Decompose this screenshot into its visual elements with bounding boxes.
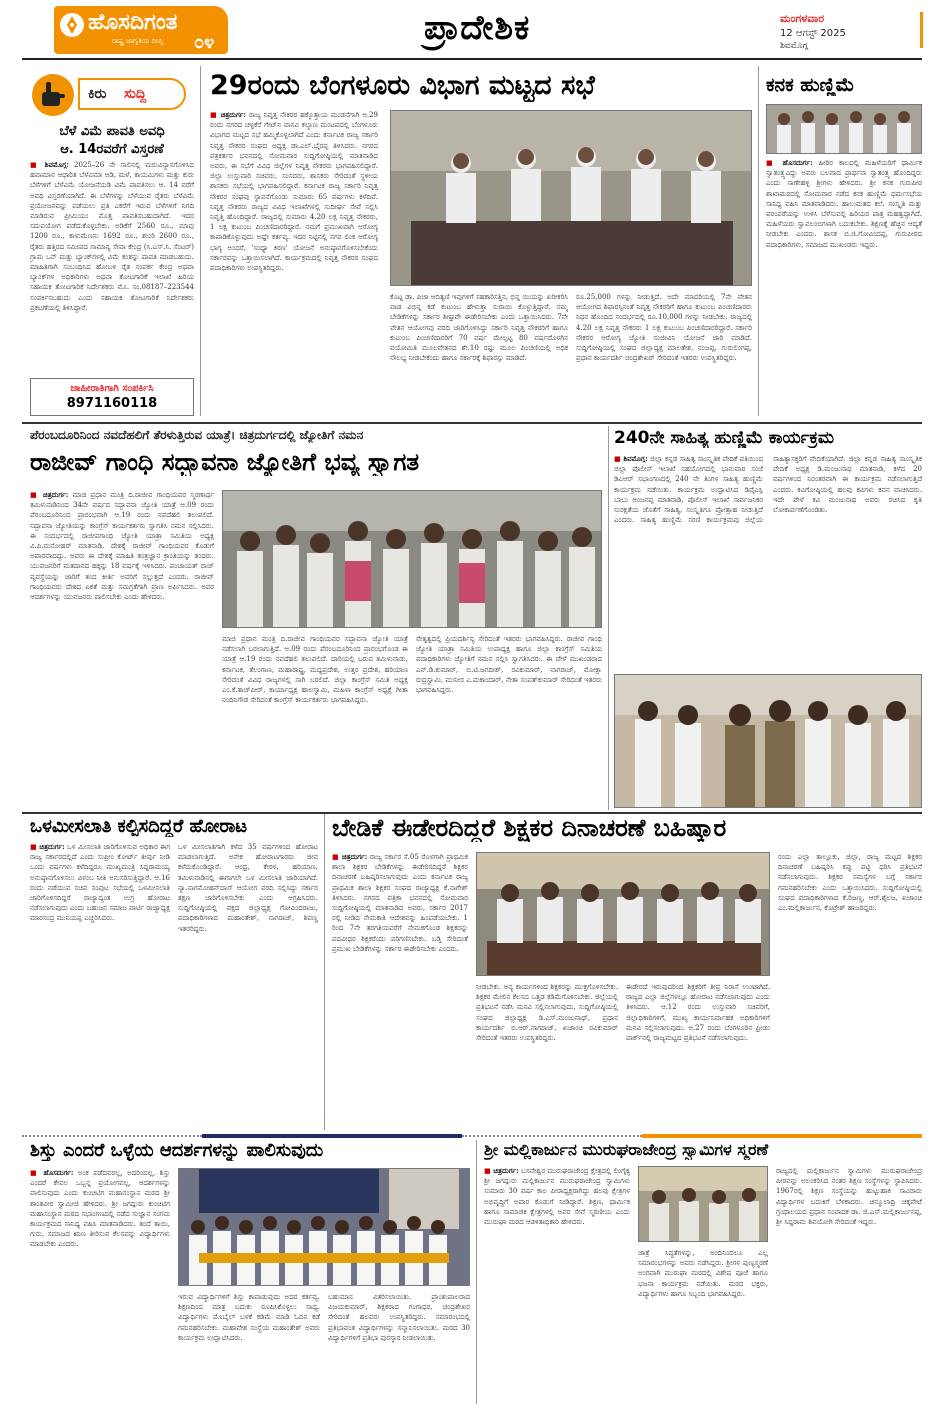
kanaka-dateline: ಹೊಸದುರ್ಗ:: [782, 158, 813, 167]
meeting-dateline: ಚಿತ್ರದುರ್ಗ:: [220, 110, 246, 119]
swamiji-col3: ರಾಜ್ಯದಲ್ಲಿ ಮಲ್ಲಿಕಾರ್ಜುನ ಸ್ವಾಮಿಗಳು ಮುರುಘರಾಜೇಂದ್ರ ಪೀಠವನ್ನು ಅಲಂಕರಿಸಿದ ನಂತರ ಶಿಕ್ಷಣ ಸಂಸ್ಥೆಗಳನ್ನು ಸ್ಥಾಪಿಸಿದರು. 1967ರಲ್ಲಿ ಶಿಕ್ಷಣ ಸಂಸ್ಥೆಯನ್ನು ಹುಟ್ಟುಹಾಕಿ ಸಾವಿರಾರು ವಿದ್ಯಾರ್ಥಿಗಳ ಬದುಕಿಗೆ ಬೆಳಕಾದರು. ಚಿನ್ಮೂಲಾದ್ರಿ ಚಿಕ್ಕಪೇಟೆ ಗ್ರಂಥಾಲಯದ ಪ್ರಧಾನ ಸಂಪಾದಕ ಡಾ. ಜಿ.ಎನ್.ಮಲ್ಲಿಕಾರ್ಜುನಪ್ಪ, ಶ್ರೀ ಸಿದ್ದರಾಮ ಶಿವಯೋಗಿ ಸೇರಿದಂತೆ ಇದ್ದರು.: [776, 1167, 922, 1227]
strip-mid-dotted: [462, 1135, 642, 1137]
reservation-dateline: ಚಿತ್ರದುರ್ಗ:: [39, 842, 65, 851]
meeting-headline: 29ರಂದು ಬೆಂಗಳೂರು ವಿಭಾಗ ಮಟ್ಟದ ಸಭೆ: [210, 70, 595, 101]
paper-logo-box[interactable]: [54, 6, 228, 54]
masthead-rule: [22, 58, 922, 60]
reservation-col2: ಒಳ ಮೀಸಲಾತಿಗಾಗಿ ಕಳೆದ 35 ವರ್ಷಗಳಿಂದ ಹೋರಾಟ ಮಾಡಲಾಗುತ್ತಿದೆ. ಅನೇಕ ಹೋರಾಟಗಾರರು ಜೀವ ಕಳೆದುಕೊಂಡಿದ್ದಾರೆ. ಆಂಧ್ರ, ಕೇರಳ, ಹರಿಯಾಣ, ತಮಿಳುನಾಡಿನಲ್ಲಿ ಈಗಾಗಲೇ ಒಳ ಮೀಸಲಾತಿ ಜಾರಿಯಾಗಿದೆ. ನ್ಯಾ.ನಾಗಮೋಹನ್‌ದಾಸ್ ಆಯೋಗ ವರದಿ ಸಲ್ಲಿಸಿದ್ದು ಸರ್ಕಾರ ತಕ್ಷಣ ಜಾರಿಗೊಳಿಸಬೇಕು ಎಂದು ಆಗ್ರಹಿಸಿದರು. ಸುದ್ದಿಗೋಷ್ಠಿಯಲ್ಲಿ ಪಕ್ಷದ ಜಿಲ್ಲಾಧ್ಯಕ್ಷ ಗೋವಿಂದರಾಜು, ಪದಾಧಿಕಾರಿಗಳಾದ ಮಹಾಂತೇಶ್, ನಾಗರಾಜ್, ಶಿವಣ್ಣ ಇತರರಿದ್ದರು.: [178, 843, 318, 933]
ad-contact-phone: 8971160118: [66, 396, 158, 411]
col-rule: [200, 66, 201, 416]
teachers-dateline: ಚಿತ್ರದುರ್ಗ:: [341, 852, 368, 861]
jyothi-headline: ರಾಜೀವ್ ಗಾಂಧಿ ಸದ್ಭಾವನಾ ಜ್ಯೋತಿಗೆ ಭವ್ಯ ಸ್ವಾಗತ: [30, 448, 420, 476]
meeting-col3: ರೂ.25,000 ಗಳನ್ನು ನೀಡುತ್ತಿದೆ. ಅದೇ ಮಾದರಿಯಲ್ಲಿ 7ನೇ ವೇತನ ಆಯೋಗದ ಶಿಫಾರಸ್ಸಿನಂತೆ ನಿವೃತ್ತ ನೌಕರರಿಗೆ ಹಾಗೂ ಕುಟುಂಬ ಪಿಂಚಣಿದಾರರು ನಿಧನ ಹೊಂದಿದ ಸಂದರ್ಭದಲ್ಲಿ ರೂ.10,000 ಗಳನ್ನು ನೀಡಬೇಕು. ರಾಜ್ಯದಲ್ಲಿ 4.20 ಲಕ್ಷ ನಿವೃತ್ತ ನೌಕರರು 1 ಲಕ್ಷ ಕುಟುಂಬ ಪಿಂಚಣಿದಾರರಿದ್ದಾರೆ. ಸರ್ಕಾರಿ ನೌಕರರ ಆರೋಗ್ಯ ಜ್ಯೋತಿ ಸಂಜೀವಿನಿ ಯೋಜನೆ ಜಾರಿ ಮಾಡಿದೆ. ಸುದ್ದಿಗೋಷ್ಠಿಯಲ್ಲಿ ಸಂಘದ ಜಿಲ್ಲಾಧ್ಯಕ್ಷ ಮಾಲತೇಶ, ನಂಜಪ್ಪ, ಗುರುಲಿಂಗಪ್ಪ, ಪ್ರಧಾನ ಕಾರ್ಯದರ್ಶಿ ಚಂದ್ರಶೇಖರ್ ಸೇರಿದಂತೆ ಇತರರು ಉಪಸ್ಥಿತರಿದ್ದರು.: [576, 293, 752, 363]
ad-contact-box[interactable]: [30, 378, 194, 416]
teachers-col2: ನೀಡಬೇಕು. ಅನ್ಯ ಕಾರ್ಯಗಳಿಂದ ಶಿಕ್ಷಕರನ್ನು ಮುಕ್ತಗೊಳಿಸಬೇಕು. ಶಿಕ್ಷಕರ ಮೇಲಿನ ಕೆಲಸದ ಒತ್ತಡ ಕಡಿಮೆಗೊಳಿಸಬೇಕು. ಜಿಲ್ಲೆಯಲ್ಲಿ ಪ್ರತಿಭಟನೆ ನಡೆಸಿ ಮನವಿ ಸಲ್ಲಿಸಲಾಗುವುದು. ಸುದ್ದಿಗೋಷ್ಠಿಯಲ್ಲಿ ಸಂಘದ ಜಿಲ್ಲಾಧ್ಯಕ್ಷ ಡಿ.ಎಸ್.ಮಂಜುನಾಥ್, ಪ್ರಧಾನ ಕಾರ್ಯದರ್ಶಿ ಬಿ.ಆರ್.ನಾಗರಾಜ್, ಖಜಾಂಚಿ ರವಿಕುಮಾರ್ ಸೇರಿದಂತೆ ಇತರರು ಉಪಸ್ಥಿತರಿದ್ದರು.: [476, 983, 618, 1043]
sahitya-body-text: ಜಿಲ್ಲಾ ಕನ್ನಡ ಸಾಹಿತ್ಯ ಸಾಂಸ್ಕೃತಿಕ ವೇದಿಕೆ ವತಿಯಿಂದ ಜಿಲ್ಲಾ ಪೊಲೀಸ್ ಇಲಾಖೆ ಸಹಯೋಗದಲ್ಲಿ ಭಾನುವಾರ ಸಂಜೆ ಡಿಎಆರ್ ಸಭಾಂಗಣದಲ್ಲಿ 240 ನೇ ತಿಂಗಳ ಸಾಹಿತ್ಯ ಹುಣ್ಣಿಮೆ ಕಾರ್ಯಕ್ರಮ ನಡೆಯಿತು. ಕಾರ್ಯಕ್ರಮ ಉದ್ಘಾಟಿಸಿದ ಡಿವೈಎಸ್ಪಿ ಬಾಬು ಆಂಜನಪ್ಪ ಮಾತನಾಡಿ, ಪೊಲೀಸ್ ಇಲಾಖೆ ಸಾರ್ವಜನಿಕರ ಸುರಕ್ಷತೆಯ ಜೊತೆಗೆ ಸಾಹಿತ್ಯ, ಸಂಸ್ಕೃತಿಗೂ ಪ್ರೋತ್ಸಾಹ ನೀಡುತ್ತಿದೆ ಎಂದರು. ಸಾಹಿತ್ಯ ಹುಣ್ಣಿಮೆ ಸರಣಿ ಕಾರ್ಯಕ್ರಮವು ಜಿಲ್ಲೆಯ ಸಾಹಿತ್ಯಾಸಕ್ತರಿಗೆ ವೇದಿಕೆಯಾಗಿದೆ. ಜಿಲ್ಲಾ ಕನ್ನಡ ಸಾಹಿತ್ಯ ಸಾಂಸ್ಕೃತಿಕ ವೇದಿಕೆ ಅಧ್ಯಕ್ಷ ಡಿ.ಮಂಜುನಾಥ ಮಾತನಾಡಿ, ಕಳೆದ 20 ವರ್ಷಗಳಿಂದ ನಿರಂತರವಾಗಿ ಈ ಕಾರ್ಯಕ್ರಮ ನಡೆಸಲಾಗುತ್ತಿದೆ ಎಂದರು. ಕವಿಗೋಷ್ಠಿಯಲ್ಲಿ ಹಲವು ಕವಿಗಳು ಕವನ ವಾಚಿಸಿದರು. ಇದೇ ವೇಳೆ ಕವಿ ಮಂಜುನಾಥ ಅವರು ರಚಿಸಿದ ಕೃತಿ ಲೋಕಾರ್ಪಣೆಗೊಂಡಿತು.: [614, 455, 922, 525]
sahitya-body: ■ ಶಿವಮೊಗ್ಗ: ಜಿಲ್ಲಾ ಕನ್ನಡ ಸಾಹಿತ್ಯ ಸಾಂಸ್ಕೃತಿಕ ವೇದಿಕೆ ವತಿಯಿಂದ ಜಿಲ್ಲಾ ಪೊಲೀಸ್ ಇಲಾಖೆ ಸಹಯೋಗದಲ್ಲಿ ಭಾನುವಾರ ಸಂಜೆ ಡಿಎಆರ್ ಸಭಾಂಗಣದಲ್ಲಿ 240 ನೇ ತಿಂಗಳ ಸಾಹಿತ್ಯ ಹುಣ್ಣಿಮೆ ಕಾರ್ಯಕ್ರಮ ನಡೆಯಿತು. ಕಾರ್ಯಕ್ರಮ ಉದ್ಘಾಟಿಸಿದ ಡಿವೈಎಸ್ಪಿ ಬಾಬು ಆಂಜನಪ್ಪ ಮಾತನಾಡಿ, ಪೊಲೀಸ್ ಇಲಾಖೆ ಸಾರ್ವಜನಿಕರ ಸುರಕ್ಷತೆಯ ಜೊತೆಗೆ ಸಾಹಿತ್ಯ, ಸಂಸ್ಕೃತಿಗೂ ಪ್ರೋತ್ಸಾಹ ನೀಡುತ್ತಿದೆ ಎಂದರು. ಸಾಹಿತ್ಯ ಹುಣ್ಣಿಮೆ ಸರಣಿ ಕಾರ್ಯಕ್ರಮವು ಜಿಲ್ಲೆಯ ಸಾಹಿತ್ಯಾಸಕ್ತರಿಗೆ ವೇದಿಕೆಯಾಗಿದೆ. ಜಿಲ್ಲಾ ಕನ್ನಡ ಸಾಹಿತ್ಯ ಸಾಂಸ್ಕೃತಿಕ ವೇದಿಕೆ ಅಧ್ಯಕ್ಷ ಡಿ.ಮಂಜುನಾಥ ಮಾತನಾಡಿ, ಕಳೆದ 20 ವರ್ಷಗಳಿಂದ ನಿರಂತರವಾಗಿ ಈ ಕಾರ್ಯಕ್ರಮ ನಡೆಸಲಾಗುತ್ತಿದೆ ಎಂದರು. ಕವಿಗೋಷ್ಠಿಯಲ್ಲಿ ಹಲವು ಕವಿಗಳು ಕವನ ವಾಚಿಸಿದರು. ಇದೇ ವೇಳೆ ಕವಿ ಮಂಜುನಾಥ ಅವರು ರಚಿಸಿದ ಕೃತಿ ಲೋಕಾರ್ಪಣೆಗೊಂಡಿತು.: [614, 454, 922, 525]
discipline-photo: [178, 1168, 470, 1286]
teachers-col1-text: ರಾಜ್ಯ ಸರ್ಕಾರ ಸೆ.05 ರೊಳಗಾಗಿ ಪ್ರಾಥಮಿಕ ಶಾಲಾ ಶಿಕ್ಷಕರ ಬೇಡಿಕೆಗಳನ್ನು ಈಡೇರಿಸದಿದ್ದರೆ ಶಿಕ್ಷಕರ ದಿನಾಚರಣೆ ಬಹಿಷ್ಕರಿಸಲಾಗುವುದು ಎಂದು ಕರ್ನಾಟಕ ರಾಜ್ಯ ಪ್ರಾಥಮಿಕ ಶಾಲಾ ಶಿಕ್ಷಕರ ಸಂಘದ ರಾಜ್ಯಾಧ್ಯಕ್ಷ ಕೆ.ನಾಗೇಶ್ ತಿಳಿಸಿದರು. ನಗರದ ಪತ್ರಿಕಾ ಭವನದಲ್ಲಿ ಸೋಮವಾರ ಸುದ್ದಿಗೋಷ್ಠಿಯಲ್ಲಿ ಮಾತನಾಡಿದ ಅವರು, ಸರ್ಕಾರ 2017 ರಲ್ಲಿ ನೀಡಿದ ನೇಮಕಾತಿ ಆದೇಶವನ್ನು ಹಿಂಪಡೆಯಬೇಕು. 1 ರಿಂದ 7ನೇ ತರಗತಿಯವರೆಗೆ ನೇಮಕಗೊಂಡ ಶಿಕ್ಷಕರನ್ನು ಪದವೀಧರ ಶಿಕ್ಷಕರೆಂದು ಪರಿಗಣಿಸಬೇಕು. ಬಡ್ತಿ ಸೇರಿದಂತೆ ಪ್ರಮುಖ ಬೇಡಿಕೆಗಳನ್ನು ಸರ್ಕಾರ ಈಡೇರಿಸಬೇಕು ಎಂದರು.: [332, 853, 468, 953]
section-rule: [22, 422, 922, 424]
meeting-col1: ■ ಚಿತ್ರದುರ್ಗ: ರಾಜ್ಯ ನಿವೃತ್ತ ನೌಕರರ ಹಕ್ಕೊತ್ತಾಯ ಮಂಡನೆಗಾಗಿ ಆ.29 ರಂದು ನಗರದ ಚಳ್ಳಕೆರೆ ಗೇಟ್‌ನ ವಾಸವಿ ಕಲ್ಯಾಣ ಮಂಟಪದಲ್ಲಿ ಬೆಂಗಳೂರು ವಿಭಾಗದ ಮಟ್ಟದ ಸಭೆ ಹಮ್ಮಿಕೊಳ್ಳಲಾಗಿದೆ ಎಂದು ಕರ್ನಾಟಕ ರಾಜ್ಯ ಸರ್ಕಾರಿ ನಿವೃತ್ತ ನೌಕರರ ಸಂಘದ ಅಧ್ಯಕ್ಷ ಡಾ.ಎಲ್.ಭೈರಪ್ಪ ತಿಳಿಸಿದರು. ನಗರದ ಪತ್ರಕರ್ತರ ಭವನದಲ್ಲಿ ಸೋಮವಾರ ಸುದ್ದಿಗೋಷ್ಠಿಯಲ್ಲಿ ಮಾತನಾಡಿದ ಅವರು, ಈ ಸಭೆಗೆ ವಿವಿಧ ಜಿಲ್ಲೆಗಳ ನಿವೃತ್ತ ನೌಕರರು ಭಾಗವಹಿಸಲಿದ್ದಾರೆ. ಜಿಲ್ಲಾ ಉಸ್ತುವಾರಿ ಸಚಿವರು, ಸಂಸದರು, ಶಾಸಕರು ಸೇರಿದಂತೆ ಸ್ಥಳೀಯ ಶಾಸಕರು ಸಭೆಯಲ್ಲಿ ಭಾಗವಹಿಸಲಿದ್ದಾರೆ. ಕರ್ನಾಟಕ ರಾಜ್ಯ ಸರ್ಕಾರಿ ನಿವೃತ್ತ ನೌಕರರ ಸಂಘವು ಸ್ಥಾಪನೆಗೊಂಡು ಸುಮಾರು 65 ವರ್ಷಗಳು ಕಳೆದಿವೆ. ನಿವೃತ್ತ ನೌಕರರು ರಾಜ್ಯದ ವಿವಿಧ ಇಲಾಖೆಗಳಲ್ಲಿ ಸುದೀರ್ಘ ಸೇವೆ ಸಲ್ಲಿಸಿ ನಿವೃತ್ತಿ ಹೊಂದಿದ್ದಾರೆ. ರಾಜ್ಯದಲ್ಲಿ ಸುಮಾರು 4.20 ಲಕ್ಷ ನಿವೃತ್ತ ನೌಕರರು, 1 ಲಕ್ಷ ಕುಟುಂಬ ಪಿಂಚಣಿದಾರರಿದ್ದಾರೆ. ನಮಗೆ ಪ್ರಮುಖವಾಗಿ ಆರೋಗ್ಯ ಕಾಪಾಡಿಕೊಳ್ಳುವುದು ಅಷ್ಟೇ ಕರ್ತವ್ಯ. ಇದರ ನಿಟ್ಟಿನಲ್ಲಿ ನಗರ ಲಿಂಕ ಆರೋಗ್ಯ ಭಾಗ್ಯ ಅಂದರೆ, 'ಸಂಧ್ಯಾ ಕಿರಣ' ಯೋಜನೆ ಅನುಷ್ಠಾನಗೊಳಿಸಬೇಕೆಂದು ಸರ್ಕಾರವನ್ನು ಒತ್ತಾಯಿಸಲಾಗಿದೆ. ಕಾರ್ಯಕ್ರಮದಲ್ಲಿ ನಿವೃತ್ತ ನೌಕರರ ಸಂಘದ ಪದಾಧಿಕಾರಿಗಳು ಉಪಸ್ಥಿತರಿದ್ದರು.: [210, 110, 378, 273]
kanaka-body: ■ ಹೊಸದುರ್ಗ: ಹೀರಿರ ಕಾಲದಲ್ಲಿ ಮಹಿಳೆಯರಿಗೆ ಧಾರ್ಮಿಕ ಸ್ವಾತಂತ್ರ್ಯವಿದ್ದು ಅವರು ಬಲವಾದ ಪ್ರಾರ್ಥನಾ ಸ್ವಾತಂತ್ರ್ಯ ಹೊಂದಿದ್ದರು ಎಂದು ಸಾಣೇಹಳ್ಳಿ ಶ್ರೀಗಳು ಹೇಳಿದರು. ಶ್ರೀ ಕನಕ ಗುರುಪೀಠ ಶಾಖಾಮಠದಲ್ಲಿ ಸೋಮವಾರ ನಡೆದ ಕನಕ ಹುಣ್ಣಿಮೆ ಧರ್ಮಸಭೆಯ ಸಾನಿಧ್ಯ ವಹಿಸಿ ಮಾತನಾಡಿದರು. ಹಾಲುಮತದ ಕಲೆ, ಸಂಸ್ಕೃತಿ ಮತ್ತು ಪರಂಪರೆಯನ್ನು ಉಳಿಸಿ ಬೆಳೆಸುವಲ್ಲಿ ಹಿರಿಯರ ಪಾತ್ರ ಮಹತ್ವದ್ದಾಗಿದೆ. ಮಹಿಳೆಯರು ಸ್ವಾವಲಂಬಿಗಳಾಗಿ ಬದುಕಬೇಕು. ಶಿಕ್ಷಣಕ್ಕೆ ಹೆಚ್ಚಿನ ಆದ್ಯತೆ ನೀಡಬೇಕು ಎಂದರು. ಶಾಸಕ ಬಿ.ಜಿ.ಗೋವಿಂದಪ್ಪ, ಗುರುಪೀಠದ ಪದಾಧಿಕಾರಿಗಳು, ಸಮಾಜದ ಮುಖಂಡರು ಇದ್ದರು.: [766, 158, 922, 249]
jyothi-col1-text: ಮಾಜಿ ಪ್ರಧಾನ ಮಂತ್ರಿ ದಿ.ರಾಜೀವ ಗಾಂಧಿಯವರ ಸ್ಮರಣಾರ್ಥ ತಮಿಳುನಾಡಿನಿಂದ 34ನೇ ವರ್ಷದ ಸದ್ಭಾವನಾ ಜ್ಯೋತಿ ಯಾತ್ರೆ ಆ.09 ರಂದು ಪೆರಂಬದೂರಿನಿಂದ ಪ್ರಾರಂಭವಾಗಿ ಆ.19 ರಂದು ನವದೆಹಲಿ ತಲುಪಲಿದೆ. ಸದ್ಭಾವನಾ ಜ್ಯೋತಿಯನ್ನು ಕಾಂಗ್ರೆಸ್ ಕಾರ್ಯಕರ್ತರು ಸ್ವಾಗತಿಸಿ ನಮನ ಸಲ್ಲಿಸಿದರು. ಈ ಸಂದರ್ಭದಲ್ಲಿ ರಾಜೀವಗಾಂಧಿ ಜ್ಯೋತಿ ಯಾತ್ರಾ ಸಮಿತಿಯ ಅಧ್ಯಕ್ಷ ವಿ.ಪಿ.ಮನೋಹರ್ ಮಾತನಾಡಿ, ದೇಶಕ್ಕೆ ರಾಜೀವ್ ಗಾಂಧಿಯವರ ಕೊಡುಗೆ ಅಪಾರವಾದದ್ದು. ಅವರು ಈ ದೇಶಕ್ಕೆ ಮಾಹಿತಿ ತಂತ್ರಜ್ಞಾನ ಕ್ರಾಂತಿಯನ್ನು ತಂದರು. ಯುವಜನರಿಗೆ ಮತದಾನದ ಹಕ್ಕನ್ನು 18 ವರ್ಷಕ್ಕೆ ಇಳಿಸಿದರು. ಪಂಚಾಯತ್ ರಾಜ್ ವ್ಯವಸ್ಥೆಯನ್ನು ಜಾರಿಗೆ ತಂದ ಕೀರ್ತಿ ಅವರಿಗೆ ಸಲ್ಲುತ್ತದೆ ಎಂದರು. ರಾಜೀವ್ ಗಾಂಧಿಯವರು ದೇಶದ ಏಕತೆ ಮತ್ತು ಸಮಗ್ರತೆಗಾಗಿ ಪ್ರಾಣ ಅರ್ಪಿಸಿದರು. ಅವರ ಆದರ್ಶಗಳನ್ನು ಯುವಜನರು ಪಾಲಿಸಬೇಕು ಎಂದು ಹೇಳಿದರು.: [30, 491, 214, 602]
kiru-body: ■ ಶಿವಮೊಗ್ಗ: 2025–26 ನೇ ಸಾಲಿನಲ್ಲಿ ಮರುವಿನ್ಯಾಸಗೊಳಿಸಿದ ಹವಾಮಾನ ಆಧಾರಿತ ಬೆಳೆವಿಮಾ ಅಡಿ, ಮಳೆ, ಕಾಯಮಿಗಳು ಮತ್ತು ಕುರು ಬೆಳೆಗಳಿಗೆ ಬೆಳೆವಿಮೆ ಯೋಜನೆಯಡಿ ವಿಮೆ ಪಾವತಿಸಲು ಆ. 14 ವರೆಗೆ ಅವಧಿ ವಿಸ್ತರಣೆಯಾಗಿದೆ. ಈ ಬೆಳೆಗಳನ್ನು ಬೆಳೆಯುವ ರೈತರು ಬೆಳೆವಿಮೆ ಪ್ರಯೋಜನವನ್ನು ಪಡೆಯಲು ಪ್ರತಿ ಎಕರೆಗೆ ಇರುವ ಬೆಳೆಗಳಿಗೆ ನಿಗದಿ ಮಾಡಿರುವ ಪ್ರೀಮಿಯಂ ಮೊತ್ತ ಪಾವತಿಸಬಹುದಾಗಿದೆ. ಇದರ ಸದುಪಯೋಗ ಪಡೆದುಕೊಳ್ಳಬೇಕು. ಅಡಿಕೆಗೆ 2560 ರೂ., ಮಾವು 1200 ರೂ., ಕಾಳುಮೆಣಸು 1692 ರೂ., ಶುಂಠಿ 2600 ರೂ., ರೈತರು ಹತ್ತಿರದ ಸಮೀಪದ ಸಾಮಾನ್ಯ ಸೇವಾ ಕೇಂದ್ರ (ಸಿ.ಎಸ್.ಸಿ. ಸೆಂಟರ್) ಗ್ರಾಮ ಒನ್ ಮತ್ತು ಬ್ಯಾಂಕ್‌ಗಳಲ್ಲಿ ವಿಮೆ ಕಂತನ್ನು ಪಾವತಿ ಮಾಡಬಹುದು. ಮಾಹಿತಿಗಾಗಿ ಸಂಬಂಧಿಸಿದ ಹೋಬಳಿ ರೈತ ಸಂಪರ್ಕ ಕೇಂದ್ರ ಅಥವಾ ಬ್ಯಾಂಕ್‌ಗಳ ಅಧಿಕಾರಿಗಳು ಅಥವಾ ತೋಟಗಾರಿಕೆ ಇಲಾಖೆ ಹಿರಿಯ ಸಹಾಯಕ ತೋಟಗಾರಿಕೆ ನಿರ್ದೇಶಕರು ಮೊ. ಸಂ.08187–223544 ಸಂಪರ್ಕಿಸಬಹುದು ಎಂದು ಸಹಾಯಕ ತೋಟಗಾರಿಕೆ ನಿರ್ದೇಶಕರು ಪ್ರಕಟಣೆಯಲ್ಲಿ ತಿಳಿಸಿದ್ದಾರೆ.: [30, 160, 194, 312]
jyothi-dateline: ಚಿತ್ರದುರ್ಗ:: [42, 490, 69, 499]
kiru-headline-line1: ಬೆಳೆ ವಿಮೆ ಪಾವತಿ ಅವಧಿ: [59, 124, 165, 139]
discipline-col1: ■ ಹೊಸದುರ್ಗ: ಅಂಕ ಪಡೆದವರಲ್ಲ, ಅದರಿಂದಲ್ಲ, ಶಿಸ್ತು ಎಂದರೆ ಕೇವಲ ಒಬ್ಬನ್ನ ಪ್ರಯೋಗವಲ್ಲ, ಆದರ್ಶಗಳನ್ನು ಪಾಲಿಸುವುದು ಎಂದು ಕುಂಚಿಟಿಗ ಮಹಾಸಂಸ್ಥಾನ ಮಠದ ಶ್ರೀ ಶಾಂತವೀರ ಸ್ವಾಮೀಜಿ ಹೇಳಿದರು. ಶ್ರೀ ಜಗದ್ಗುರು ಕುಂಚಿಟಿಗ ಮಹಾಸಂಸ್ಥಾನ ಮಠದ ಸಭಾಂಗಣದಲ್ಲಿ ನಡೆದ ಸುಜ್ಞಾನ ಸಂಗಮ ಕಾರ್ಯಕ್ರಮದ ಸಾನಿಧ್ಯ ವಹಿಸಿ ಮಾತನಾಡಿದರು. ತಂದೆ ತಾಯಿ, ಗುರು, ಸಮಾಜದ ಋಣ ತೀರಿಸುವ ಕೆಲಸವನ್ನು ವಿದ್ಯಾರ್ಥಿಗಳು ಮಾಡಬೇಕು ಎಂದರು.: [30, 1168, 170, 1249]
reservation-col1: ■ ಚಿತ್ರದುರ್ಗ: ಒಳ ಮೀಸಲಾತಿ ಜಾರಿಗೊಳಿಸುವ ಅಧಿಕಾರ ಈಗ ರಾಜ್ಯ ಸರ್ಕಾರದಲ್ಲಿದೆ ಎಂದು ಸುಪ್ರೀಂ ಕೋರ್ಟ್ ತೀರ್ಪು ನೀಡಿ ಒಂದು ವರ್ಷಗಳು ಕಳೆದಿದ್ದರೂ ಮುಖ್ಯಮಂತ್ರಿ ಸಿದ್ದರಾಮಯ್ಯ ಅನುಷ್ಠಾನಗೊಳಿಸಲು ವಿಳಂಬ ನೀತಿ ಅನುಸರಿಸುತ್ತಿದ್ದಾರೆ. ಆ.16 ರಂದು ನಡೆಯುವ ಸಚಿವ ಸಂಪುಟ ಸಭೆಯಲ್ಲಿ ಒಳಮೀಸಲಾತಿ ಜಾರಿಗೊಳಿಸದಿದ್ದರೆ ರಾಜ್ಯಾದ್ಯಂತ ಉಗ್ರ ಹೋರಾಟ ನಡೆಸಲಾಗುವುದು ಎಂದು ಬಹುಜನ ಸಮಾಜ ಪಾರ್ಟಿ ರಾಜ್ಯಾಧ್ಯಕ್ಷ ಮಾರಸಂದ್ರ ಮುನಿಯಪ್ಪ ಎಚ್ಚರಿಸಿದರು.: [30, 842, 170, 923]
suddi-label: ಸುದ್ದಿ: [124, 86, 147, 102]
paper-tagline: ರಾಷ್ಟ್ರ ಜಾಗೃತಿಯ ದೀಪ್ತಿ: [112, 37, 164, 45]
sahitya-headline: 240ನೇ ಸಾಹಿತ್ಯ ಹುಣ್ಣಿಮೆ ಕಾರ್ಯಕ್ರಮ: [614, 428, 834, 448]
kanaka-photo: [766, 104, 922, 154]
swamiji-col1-text: ಬಸವೇಶ್ವರ ಮುರುಘರಾಜೇಂದ್ರ ಕ್ಷೇತ್ರದಲ್ಲಿ ಲಿಂಗೈಕ್ಯ ಶ್ರೀ ಜಗದ್ಗುರು ಮಲ್ಲಿಕಾರ್ಜುನ ಮುರುಘರಾಜೇಂದ್ರ ಸ್ವಾಮಿಗಳು ಸುಮಾರು 30 ವರ್ಷ ಕಾಲ ಪೀಠಾಧ್ಯಕ್ಷರಾಗಿದ್ದು ಹಲವು ಕ್ಷೇತ್ರಗಳ ಅಭಿವೃದ್ಧಿಗೆ ಅಪಾರ ಕೊಡುಗೆ ನೀಡಿದ್ದಾರೆ. ಶಿಕ್ಷಣ, ಧಾರ್ಮಿಕ ಹಾಗೂ ಸಾಮಾಜಿಕ ಕ್ಷೇತ್ರಗಳಲ್ಲಿ ಅವರ ಸೇವೆ ಸ್ಮರಣೀಯ ಎಂದು ಮುರುಘಾ ಮಠದ ಆಡಳಿತಾಧಿಕಾರಿ ಹೇಳಿದರು.: [484, 1167, 630, 1227]
swamiji-headline: ಶ್ರೀ ಮಲ್ಲಿಕಾರ್ಜುನ ಮುರುಘರಾಜೇಂದ್ರ ಸ್ವಾಮಿಗಳ ಸ್ಮರಣೆ: [484, 1140, 769, 1159]
kanaka-body-text: ಹೀರಿರ ಕಾಲದಲ್ಲಿ ಮಹಿಳೆಯರಿಗೆ ಧಾರ್ಮಿಕ ಸ್ವಾತಂತ್ರ್ಯವಿದ್ದು ಅವರು ಬಲವಾದ ಪ್ರಾರ್ಥನಾ ಸ್ವಾತಂತ್ರ್ಯ ಹೊಂದಿದ್ದರು ಎಂದು ಸಾಣೇಹಳ್ಳಿ ಶ್ರೀಗಳು ಹೇಳಿದರು. ಶ್ರೀ ಕನಕ ಗುರುಪೀಠ ಶಾಖಾಮಠದಲ್ಲಿ ಸೋಮವಾರ ನಡೆದ ಕನಕ ಹುಣ್ಣಿಮೆ ಧರ್ಮಸಭೆಯ ಸಾನಿಧ್ಯ ವಹಿಸಿ ಮಾತನಾಡಿದರು. ಹಾಲುಮತದ ಕಲೆ, ಸಂಸ್ಕೃತಿ ಮತ್ತು ಪರಂಪರೆಯನ್ನು ಉಳಿಸಿ ಬೆಳೆಸುವಲ್ಲಿ ಹಿರಿಯರ ಪಾತ್ರ ಮಹತ್ವದ್ದಾಗಿದೆ. ಮಹಿಳೆಯರು ಸ್ವಾವಲಂಬಿಗಳಾಗಿ ಬದುಕಬೇಕು. ಶಿಕ್ಷಣಕ್ಕೆ ಹೆಚ್ಚಿನ ಆದ್ಯತೆ ನೀಡಬೇಕು ಎಂದರು. ಶಾಸಕ ಬಿ.ಜಿ.ಗೋವಿಂದಪ್ಪ, ಗುರುಪೀಠದ ಪದಾಧಿಕಾರಿಗಳು, ಸಮಾಜದ ಮುಖಂಡರು ಇದ್ದರು.: [766, 159, 922, 249]
date-block-rule: [920, 12, 923, 48]
teachers-col1: ■ ಚಿತ್ರದುರ್ಗ: ರಾಜ್ಯ ಸರ್ಕಾರ ಸೆ.05 ರೊಳಗಾಗಿ ಪ್ರಾಥಮಿಕ ಶಾಲಾ ಶಿಕ್ಷಕರ ಬೇಡಿಕೆಗಳನ್ನು ಈಡೇರಿಸದಿದ್ದರೆ ಶಿಕ್ಷಕರ ದಿನಾಚರಣೆ ಬಹಿಷ್ಕರಿಸಲಾಗುವುದು ಎಂದು ಕರ್ನಾಟಕ ರಾಜ್ಯ ಪ್ರಾಥಮಿಕ ಶಾಲಾ ಶಿಕ್ಷಕರ ಸಂಘದ ರಾಜ್ಯಾಧ್ಯಕ್ಷ ಕೆ.ನಾಗೇಶ್ ತಿಳಿಸಿದರು. ನಗರದ ಪತ್ರಿಕಾ ಭವನದಲ್ಲಿ ಸೋಮವಾರ ಸುದ್ದಿಗೋಷ್ಠಿಯಲ್ಲಿ ಮಾತನಾಡಿದ ಅವರು, ಸರ್ಕಾರ 2017 ರಲ್ಲಿ ನೀಡಿದ ನೇಮಕಾತಿ ಆದೇಶವನ್ನು ಹಿಂಪಡೆಯಬೇಕು. 1 ರಿಂದ 7ನೇ ತರಗತಿಯವರೆಗೆ ನೇಮಕಗೊಂಡ ಶಿಕ್ಷಕರನ್ನು ಪದವೀಧರ ಶಿಕ್ಷಕರೆಂದು ಪರಿಗಣಿಸಬೇಕು. ಬಡ್ತಿ ಸೇರಿದಂತೆ ಪ್ರಮುಖ ಬೇಡಿಕೆಗಳನ್ನು ಸರ್ಕಾರ ಈಡೇರಿಸಬೇಕು ಎಂದರು.: [332, 852, 468, 953]
date-block: [780, 12, 920, 52]
kiru-dateline: ಶಿವಮೊಗ್ಗ:: [44, 160, 69, 169]
masthead: [0, 0, 945, 56]
jyothi-col2: ಮಾಜಿ ಪ್ರಧಾನ ಮಂತ್ರಿ ದಿ.ರಾಜೀವ ಗಾಂಧಿಯವರ ಸದ್ಭಾವನಾ ಜ್ಯೋತಿ ಯಾತ್ರೆ ನಡೆಸಲಾಗಿ ಬರಲಾಗುತ್ತಿದೆ. ಆ.09 ರಂದು ಪೆರಂಬದೂರಿನಿಂದ ಪ್ರಾರಂಭಗೊಂಡ ಈ ಯಾತ್ರೆ ಆ.19 ರಂದು ನವದೆಹಲಿ ತಲುಪಲಿದೆ. ದಾರಿಯಲ್ಲಿ ಬರುವ ತಮಿಳುನಾಡು, ಕರ್ನಾಟಕ, ತೆಲಂಗಾಣ, ಮಹಾರಾಷ್ಟ್ರ, ಮಧ್ಯಪ್ರದೇಶ, ಉತ್ತರ ಪ್ರದೇಶ, ಹರಿಯಾಣ ಸೇರಿದಂತೆ ವಿವಿಧ ರಾಜ್ಯಗಳಲ್ಲಿ ಸಾಗಿ ಬರಲಿದೆ. ಜಿಲ್ಲಾ ಕಾಂಗ್ರೆಸ್ ಸಮಿತಿ ಅಧ್ಯಕ್ಷ ಎಂ.ಕೆ.ತಾಜ್‌ಪೀರ್, ಕಾರ್ಯಾಧ್ಯಕ್ಷ ಹಾಲಸ್ವಾಮಿ, ಮಹಿಳಾ ಕಾಂಗ್ರೆಸ್ ಅಧ್ಯಕ್ಷೆ ಗೀತಾ ನಂದಿನಿಗೌಡ ಸೇರಿದಂತೆ ಕಾಂಗ್ರೆಸ್ ಕಾರ್ಯಕರ್ತರು ಭಾಗವಹಿಸಿದ್ದರು.: [222, 635, 408, 705]
city-label: ಶಿವಮೊಗ್ಗ: [780, 41, 808, 51]
discipline-col2: ಇರುವ ವಿದ್ಯಾರ್ಥಿಗಳಿಗೆ ಶಿಸ್ತು ಕಾಪಾಡುವುದು ಅದರ ಕರ್ತವ್ಯ. ಶಿಕ್ಷಣದಿಂದ ಮಾತ್ರ ಬದುಕು ರೂಪಿಸಿಕೊಳ್ಳಲು ಸಾಧ್ಯ. ವಿದ್ಯಾರ್ಥಿಗಳು ಮೊಬೈಲ್ ಬಳಕೆ ಕಡಿಮೆ ಮಾಡಿ ಓದಿನ ಕಡೆ ಗಮನಹರಿಸಬೇಕು. ಮಹಾವೇಶ ಸಂಸ್ಥೆಯ ಮಹಾಂತೇಶ್ ಅವರು ಕಾರ್ಯಕ್ರಮ ಉದ್ಘಾಟಿಸಿದರು.: [178, 1293, 320, 1342]
swamiji-col1: ■ ಚಿತ್ರದುರ್ಗ: ಬಸವೇಶ್ವರ ಮುರುಘರಾಜೇಂದ್ರ ಕ್ಷೇತ್ರದಲ್ಲಿ ಲಿಂಗೈಕ್ಯ ಶ್ರೀ ಜಗದ್ಗುರು ಮಲ್ಲಿಕಾರ್ಜುನ ಮುರುಘರಾಜೇಂದ್ರ ಸ್ವಾಮಿಗಳು ಸುಮಾರು 30 ವರ್ಷ ಕಾಲ ಪೀಠಾಧ್ಯಕ್ಷರಾಗಿದ್ದು ಹಲವು ಕ್ಷೇತ್ರಗಳ ಅಭಿವೃದ್ಧಿಗೆ ಅಪಾರ ಕೊಡುಗೆ ನೀಡಿದ್ದಾರೆ. ಶಿಕ್ಷಣ, ಧಾರ್ಮಿಕ ಹಾಗೂ ಸಾಮಾಜಿಕ ಕ್ಷೇತ್ರಗಳಲ್ಲಿ ಅವರ ಸೇವೆ ಸ್ಮರಣೀಯ ಎಂದು ಮುರುಘಾ ಮಠದ ಆಡಳಿತಾಧಿಕಾರಿ ಹೇಳಿದರು.: [484, 1166, 630, 1227]
col-rule: [608, 426, 609, 810]
ad-contact-label: ಜಾಹೀರಾತಿಗಾಗಿ ಸಂಪರ್ಕಿಸಿ: [70, 383, 154, 394]
discipline-col1-text: ಅಂಕ ಪಡೆದವರಲ್ಲ, ಅದರಿಂದಲ್ಲ, ಶಿಸ್ತು ಎಂದರೆ ಕೇವಲ ಒಬ್ಬನ್ನ ಪ್ರಯೋಗವಲ್ಲ, ಆದರ್ಶಗಳನ್ನು ಪಾಲಿಸುವುದು ಎಂದು ಕುಂಚಿಟಿಗ ಮಹಾಸಂಸ್ಥಾನ ಮಠದ ಶ್ರೀ ಶಾಂತವೀರ ಸ್ವಾಮೀಜಿ ಹೇಳಿದರು. ಶ್ರೀ ಜಗದ್ಗುರು ಕುಂಚಿಟಿಗ ಮಹಾಸಂಸ್ಥಾನ ಮಠದ ಸಭಾಂಗಣದಲ್ಲಿ ನಡೆದ ಸುಜ್ಞಾನ ಸಂಗಮ ಕಾರ್ಯಕ್ರಮದ ಸಾನಿಧ್ಯ ವಹಿಸಿ ಮಾತನಾಡಿದರು. ತಂದೆ ತಾಯಿ, ಗುರು, ಸಮಾಜದ ಋಣ ತೀರಿಸುವ ಕೆಲಸವನ್ನು ವಿದ್ಯಾರ್ಥಿಗಳು ಮಾಡಬೇಕು ಎಂದರು.: [30, 1169, 170, 1249]
swamiji-photo: [638, 1166, 768, 1242]
sahitya-dateline: ಶಿವಮೊಗ್ಗ:: [623, 454, 648, 463]
kiru-headline-line2: ಆ. 14ರವರೆಗೆ ವಿಸ್ತರಣೆ: [60, 142, 164, 157]
jyothi-col3: ನೇತೃತ್ವದಲ್ಲಿ ಪ್ರಿಯದರ್ಶಿನ್ಯ ಸೇರಿದಂತೆ ಇತರರು ಭಾಗವಹಿಸಿದ್ದರು. ರಾಜೀವ ಗಾಂಧಿ ಜ್ಯೋತಿ ಯಾತ್ರಾ ಸಮಿತಿಯ ಉಪಾಧ್ಯಕ್ಷ ಹಾಗೂ ಜಿಲ್ಲಾ ಕಾಂಗ್ರೆಸ್ ಸಮಿತಿಯ ಪದಾಧಿಕಾರಿಗಳು ಜ್ಯೋತಿಗೆ ನಮನ ಸಲ್ಲಿಸಿ ಸ್ವಾಗತಿಸಿದರು. ಈ ವೇಳೆ ಮುಖಂಡರಾದ ಎನ್.ಡಿ.ಕುಮಾರ್, ಬಿ.ಟಿ.ಜಗದೀಶ್, ರವಿಕುಮಾರ್, ನಾಗರಾಜ್, ಮೋಕ್ಷಾ ರುದ್ರಸ್ವಾಮಿ, ಮುನೀರ ಎ.ಮಕಾಂದಾರ್, ನೇತಾ ಸಂಪತ್‌ಕುಮಾರ್ ಸೇರಿದಂತೆ ಇತರರು ಭಾಗವಹಿಸಿದ್ದರು.: [416, 635, 602, 695]
reservation-col1-text: ಒಳ ಮೀಸಲಾತಿ ಜಾರಿಗೊಳಿಸುವ ಅಧಿಕಾರ ಈಗ ರಾಜ್ಯ ಸರ್ಕಾರದಲ್ಲಿದೆ ಎಂದು ಸುಪ್ರೀಂ ಕೋರ್ಟ್ ತೀರ್ಪು ನೀಡಿ ಒಂದು ವರ್ಷಗಳು ಕಳೆದಿದ್ದರೂ ಮುಖ್ಯಮಂತ್ರಿ ಸಿದ್ದರಾಮಯ್ಯ ಅನುಷ್ಠಾನಗೊಳಿಸಲು ವಿಳಂಬ ನೀತಿ ಅನುಸರಿಸುತ್ತಿದ್ದಾರೆ. ಆ.16 ರಂದು ನಡೆಯುವ ಸಚಿವ ಸಂಪುಟ ಸಭೆಯಲ್ಲಿ ಒಳಮೀಸಲಾತಿ ಜಾರಿಗೊಳಿಸದಿದ್ದರೆ ರಾಜ್ಯಾದ್ಯಂತ ಉಗ್ರ ಹೋರಾಟ ನಡೆಸಲಾಗುವುದು ಎಂದು ಬಹುಜನ ಸಮಾಜ ಪಾರ್ಟಿ ರಾಜ್ಯಾಧ್ಯಕ್ಷ ಮಾರಸಂದ್ರ ಮುನಿಯಪ್ಪ ಎಚ್ಚರಿಸಿದರು.: [30, 843, 170, 923]
jyothi-photo: [222, 490, 602, 628]
section-title: ಪ್ರಾದೇಶಿಕ: [424, 8, 531, 48]
kiru-suddi-tab: [78, 78, 186, 110]
kanaka-headline: ಕನಕ ಹುಣ್ಣಿಮೆ: [766, 74, 855, 96]
date-label: 12 ಆಗಸ್ಟ್ 2025: [780, 28, 846, 39]
teachers-headline: ಬೇಡಿಕೆ ಈಡೇರದಿದ್ದರೆ ಶಿಕ್ಷಕರ ದಿನಾಚರಣೆ ಬಹಿಷ್ಕಾರ: [332, 814, 727, 842]
reservation-headline: ಒಳಮೀಸಲಾತಿ ಕಲ್ಪಿಸದಿದ್ದರೆ ಹೋರಾಟ: [30, 816, 248, 837]
col-rule: [324, 814, 325, 1130]
sahitya-photo: [614, 674, 922, 808]
section-divider-strip: [22, 1134, 922, 1138]
pen-nib-icon: [60, 13, 84, 37]
discipline-headline: ಶಿಸ್ತು ಎಂದರೆ ಒಳ್ಳೆಯ ಆದರ್ಶಗಳನ್ನು ಪಾಲಿಸುವುದು: [30, 1140, 324, 1161]
kiru-body-text: 2025–26 ನೇ ಸಾಲಿನಲ್ಲಿ ಮರುವಿನ್ಯಾಸಗೊಳಿಸಿದ ಹವಾಮಾನ ಆಧಾರಿತ ಬೆಳೆವಿಮಾ ಅಡಿ, ಮಳೆ, ಕಾಯಮಿಗಳು ಮತ್ತು ಕುರು ಬೆಳೆಗಳಿಗೆ ಬೆಳೆವಿಮೆ ಯೋಜನೆಯಡಿ ವಿಮೆ ಪಾವತಿಸಲು ಆ. 14 ವರೆಗೆ ಅವಧಿ ವಿಸ್ತರಣೆಯಾಗಿದೆ. ಈ ಬೆಳೆಗಳನ್ನು ಬೆಳೆಯುವ ರೈತರು ಬೆಳೆವಿಮೆ ಪ್ರಯೋಜನವನ್ನು ಪಡೆಯಲು ಪ್ರತಿ ಎಕರೆಗೆ ಇರುವ ಬೆಳೆಗಳಿಗೆ ನಿಗದಿ ಮಾಡಿರುವ ಪ್ರೀಮಿಯಂ ಮೊತ್ತ ಪಾವತಿಸಬಹುದಾಗಿದೆ. ಇದರ ಸದುಪಯೋಗ ಪಡೆದುಕೊಳ್ಳಬೇಕು. ಅಡಿಕೆಗೆ 2560 ರೂ., ಮಾವು 1200 ರೂ., ಕಾಳುಮೆಣಸು 1692 ರೂ., ಶುಂಠಿ 2600 ರೂ., ರೈತರು ಹತ್ತಿರದ ಸಮೀಪದ ಸಾಮಾನ್ಯ ಸೇವಾ ಕೇಂದ್ರ (ಸಿ.ಎಸ್.ಸಿ. ಸೆಂಟರ್) ಗ್ರಾಮ ಒನ್ ಮತ್ತು ಬ್ಯಾಂಕ್‌ಗಳಲ್ಲಿ ವಿಮೆ ಕಂತನ್ನು ಪಾವತಿ ಮಾಡಬಹುದು. ಮಾಹಿತಿಗಾಗಿ ಸಂಬಂಧಿಸಿದ ಹೋಬಳಿ ರೈತ ಸಂಪರ್ಕ ಕೇಂದ್ರ ಅಥವಾ ಬ್ಯಾಂಕ್‌ಗಳ ಅಧಿಕಾರಿಗಳು ಅಥವಾ ತೋಟಗಾರಿಕೆ ಇಲಾಖೆ ಹಿರಿಯ ಸಹಾಯಕ ತೋಟಗಾರಿಕೆ ನಿರ್ದೇಶಕರು ಮೊ. ಸಂ.08187–223544 ಸಂಪರ್ಕಿಸಬಹುದು ಎಂದು ಸಹಾಯಕ ತೋಟಗಾರಿಕೆ ನಿರ್ದೇಶಕರು ಪ್ರಕಟಣೆಯಲ್ಲಿ ತಿಳಿಸಿದ್ದಾರೆ.: [30, 161, 194, 312]
teachers-col4: ರಂದು ಎಲ್ಲಾ ತಾಲ್ಲೂಕು, ಜಿಲ್ಲಾ, ರಾಜ್ಯ ಮಟ್ಟದ ಶಿಕ್ಷಕರ ದಿನಾಚರಣೆ ಬಹಿಷ್ಕರಿಸಿ ಕಪ್ಪು ಪಟ್ಟಿ ಧರಿಸಿ ಪ್ರತಿಭಟನೆ ನಡೆಸಲಾಗುವುದು. ಶಿಕ್ಷಕರ ಸಮಸ್ಯೆಗಳ ಬಗ್ಗೆ ಸರ್ಕಾರ ಗಮನಹರಿಸಬೇಕು ಎಂದು ಒತ್ತಾಯಿಸಿದರು. ಸುದ್ದಿಗೋಷ್ಠಿಯಲ್ಲಿ ಸಂಘದ ಪದಾಧಿಕಾರಿಗಳಾದ ಕೆ.ರಿಜಣ್ಣ, ಆರ್.ಶೈಲಜ, ಖಜಾಂಚಿ ಎಂ.ಮಲ್ಲಿಕಾರ್ಜುನ, ಕೊಟ್ರೇಶ್ ಹಾಜರಿದ್ದರು.: [778, 853, 922, 913]
pointing-hand-icon: [32, 74, 74, 116]
meeting-col2: ಕೊಟ್ಟ ಡಾ. ಪಿಜಾ ಆದಿತ್ಯಣಿ ಇವುಗಳಿಗೆ ಸಹಕಾರಿಸತ್ತಿನ, ಭಿನ್ನ ಯಿಯನ್ನು ಖರೀಕರಿಸಿ ವಾಡ ವಿಭಿನ್ನ ಕಡೆ ಕುಟುಂಬ ಹೇಳುತ್ತಾ ಸುರಾಯಿ ಕೊಳ್ಳುತ್ತಿದ್ದಾರೆ. ನಮ್ಮ ಬೇಡಿಕೆಗಳನ್ನು ಸರ್ಕಾರ ಶೀಘ್ರವೇ ಈಡೇರಿಸಬೇಕು ಎಂದು ಒತ್ತಾಯಿಸಿದರು. 7ನೇ ವೇತನ ಆಯೋಗವು ವರದಿ ಜಾರಿಗೊಳಿಸಿದ್ದು ಸರ್ಕಾರಿ ನಿವೃತ್ತ ನೌಕರರಿಗೆ ಹಾಗೂ ಕುಟುಂಬ ಪಿಂಚಣಿದಾರರಿಗೆ 70 ವರ್ಷ ಮೇಲ್ಪಟ್ಟ 80 ವರ್ಷದೊಳಗಿನ ವಯೋಮಿತಿ ಮೂಲವೇತನದ ಶೇ.10 ರಷ್ಟು ಮೂಲ ಪಿಂಚಣಿಯಲ್ಲಿ ಅಧಿಕ ಸೌಲಭ್ಯ ನೀಡಬೇಕೆಂದು ಹಾಗೂ ಸರ್ಕಾರಕ್ಕೆ ಶಿಫಾರಸ್ಸು ಮಾಡಿದೆ.: [390, 293, 568, 363]
strip-orange: [642, 1134, 922, 1138]
jyothi-col1: ■ ಚಿತ್ರದುರ್ಗ: ಮಾಜಿ ಪ್ರಧಾನ ಮಂತ್ರಿ ದಿ.ರಾಜೀವ ಗಾಂಧಿಯವರ ಸ್ಮರಣಾರ್ಥ ತಮಿಳುನಾಡಿನಿಂದ 34ನೇ ವರ್ಷದ ಸದ್ಭಾವನಾ ಜ್ಯೋತಿ ಯಾತ್ರೆ ಆ.09 ರಂದು ಪೆರಂಬದೂರಿನಿಂದ ಪ್ರಾರಂಭವಾಗಿ ಆ.19 ರಂದು ನವದೆಹಲಿ ತಲುಪಲಿದೆ. ಸದ್ಭಾವನಾ ಜ್ಯೋತಿಯನ್ನು ಕಾಂಗ್ರೆಸ್ ಕಾರ್ಯಕರ್ತರು ಸ್ವಾಗತಿಸಿ ನಮನ ಸಲ್ಲಿಸಿದರು. ಈ ಸಂದರ್ಭದಲ್ಲಿ ರಾಜೀವಗಾಂಧಿ ಜ್ಯೋತಿ ಯಾತ್ರಾ ಸಮಿತಿಯ ಅಧ್ಯಕ್ಷ ವಿ.ಪಿ.ಮನೋಹರ್ ಮಾತನಾಡಿ, ದೇಶಕ್ಕೆ ರಾಜೀವ್ ಗಾಂಧಿಯವರ ಕೊಡುಗೆ ಅಪಾರವಾದದ್ದು. ಅವರು ಈ ದೇಶಕ್ಕೆ ಮಾಹಿತಿ ತಂತ್ರಜ್ಞಾನ ಕ್ರಾಂತಿಯನ್ನು ತಂದರು. ಯುವಜನರಿಗೆ ಮತದಾನದ ಹಕ್ಕನ್ನು 18 ವರ್ಷಕ್ಕೆ ಇಳಿಸಿದರು. ಪಂಚಾಯತ್ ರಾಜ್ ವ್ಯವಸ್ಥೆಯನ್ನು ಜಾರಿಗೆ ತಂದ ಕೀರ್ತಿ ಅವರಿಗೆ ಸಲ್ಲುತ್ತದೆ ಎಂದರು. ರಾಜೀವ್ ಗಾಂಧಿಯವರು ದೇಶದ ಏಕತೆ ಮತ್ತು ಸಮಗ್ರತೆಗಾಗಿ ಪ್ರಾಣ ಅರ್ಪಿಸಿದರು. ಅವರ ಆದರ್ಶಗಳನ್ನು ಯುವಜನರು ಪಾಲಿಸಬೇಕು ಎಂದು ಹೇಳಿದರು.: [30, 490, 214, 602]
teachers-photo: [476, 852, 770, 976]
swamiji-dateline: ಚಿತ್ರದುರ್ಗ:: [493, 1166, 519, 1175]
jyothi-kicker: ಪೆರಂಬದೂರಿನಿಂದ ನವದೆಹಲಿಗೆ ತೆರಳುತ್ತಿರುವ ಯಾತ್ರೆ। ಚಿತ್ರದುರ್ಗದಲ್ಲಿ ಜ್ಯೋತಿಗೆ ನಮನ: [30, 428, 364, 442]
kiru-suddi-box: [30, 72, 194, 118]
day-label: ಮಂಗಳವಾರ: [780, 12, 825, 25]
page-number: ೦೪: [194, 32, 215, 53]
meeting-photo: [390, 110, 752, 286]
teachers-col3: ಈಡೇರದೆ ಇರುವುದರಿಂದ ಶಿಕ್ಷಕರಿಗೆ ತೀವ್ರ ನಿರಾಸೆ ಉಂಟಾಗಿದೆ. ರಾಜ್ಯದ ಎಲ್ಲಾ ಜಿಲ್ಲೆಗಳಲ್ಲೂ ಹೋರಾಟ ನಡೆಸಲಾಗುವುದು ಎಂದು ತಿಳಿಸಿದರು. ಆ.12 ರಂದು ಉಸ್ತುವಾರಿ ಸಚಿವರಿಗೆ, ಜಿಲ್ಲಾಧಿಕಾರಿಗಳಿಗೆ, ಮುಖ್ಯ ಕಾರ್ಯನಿರ್ವಾಹಕ ಅಧಿಕಾರಿಗಳಿಗೆ ಮನವಿ ಸಲ್ಲಿಸಲಾಗುವುದು. ಆ.27 ರಂದು ಬೆಂಗಳೂರಿನ ಫ್ರೀಡಂ ಪಾರ್ಕ್‌ನಲ್ಲಿ ರಾಜ್ಯಮಟ್ಟದ ಪ್ರತಿಭಟನೆ ನಡೆಸಲಾಗುವುದು.: [626, 983, 770, 1043]
paper-name: ಹೊಸದಿಗಂತ: [88, 10, 178, 35]
kiru-label: ಕಿರು: [88, 86, 107, 102]
col-rule: [758, 66, 759, 416]
discipline-col3: ಬಹುಮಾನ ವಿತರಿಸಲಾಯಿತು. ಪ್ರಾಂಶುಪಾಲರಾದ ವಿಜಯಕುಮಾರ್, ಶಿಕ್ಷಕರಾದ ಗಂಗಾಧರ, ಚಂದ್ರಶೇಖರ ಸೇರಿದಂತೆ ಹಲವರು ಉಪಸ್ಥಿತರಿದ್ದರು. ಸಮಾರಂಭದಲ್ಲಿ ಪ್ರತಿಭಾವಂತ ವಿದ್ಯಾರ್ಥಿಗಳನ್ನು ಸನ್ಮಾನಿಸಲಾಯಿತು. ಮಠದ 30 ವಿದ್ಯಾರ್ಥಿಗಳಿಗೆ ಪ್ರತಿಭಾ ಪುರಸ್ಕಾರ ನೀಡಲಾಯಿತು.: [328, 1293, 470, 1342]
strip-left-dotted: [22, 1135, 202, 1137]
strip-navy: [202, 1134, 462, 1138]
discipline-dateline: ಹೊಸದುರ್ಗ:: [43, 1168, 74, 1177]
col-rule: [476, 1140, 477, 1404]
swamiji-col2: ಜಾತ್ರೆ ಸಿದ್ಧತೆಗಳನ್ನು, ಅಂದಿನಿಂದಲೂ ಎಲ್ಲ ಸಮಾರಂಭಗಳನ್ನು ಅವರು ನಡೆಸಿದ್ದರು. ಶ್ರೀಗಳ ಪುಣ್ಯಸ್ಮರಣೆ ಅಂಗವಾಗಿ ಮುರುಘಾ ಮಠದಲ್ಲಿ ವಿಶೇಷ ಪೂಜೆ ಹಾಗೂ ಭಜನಾ ಕಾರ್ಯಕ್ರಮ ನಡೆಯಿತು. ಮಠದ ಭಕ್ತರು, ವಿದ್ಯಾರ್ಥಿಗಳು ಹಾಗೂ ಸಿಬ್ಬಂದಿ ಭಾಗವಹಿಸಿದ್ದರು.: [638, 1249, 768, 1298]
meeting-col1-text: ರಾಜ್ಯ ನಿವೃತ್ತ ನೌಕರರ ಹಕ್ಕೊತ್ತಾಯ ಮಂಡನೆಗಾಗಿ ಆ.29 ರಂದು ನಗರದ ಚಳ್ಳಕೆರೆ ಗೇಟ್‌ನ ವಾಸವಿ ಕಲ್ಯಾಣ ಮಂಟಪದಲ್ಲಿ ಬೆಂಗಳೂರು ವಿಭಾಗದ ಮಟ್ಟದ ಸಭೆ ಹಮ್ಮಿಕೊಳ್ಳಲಾಗಿದೆ ಎಂದು ಕರ್ನಾಟಕ ರಾಜ್ಯ ಸರ್ಕಾರಿ ನಿವೃತ್ತ ನೌಕರರ ಸಂಘದ ಅಧ್ಯಕ್ಷ ಡಾ.ಎಲ್.ಭೈರಪ್ಪ ತಿಳಿಸಿದರು. ನಗರದ ಪತ್ರಕರ್ತರ ಭವನದಲ್ಲಿ ಸೋಮವಾರ ಸುದ್ದಿಗೋಷ್ಠಿಯಲ್ಲಿ ಮಾತನಾಡಿದ ಅವರು, ಈ ಸಭೆಗೆ ವಿವಿಧ ಜಿಲ್ಲೆಗಳ ನಿವೃತ್ತ ನೌಕರರು ಭಾಗವಹಿಸಲಿದ್ದಾರೆ. ಜಿಲ್ಲಾ ಉಸ್ತುವಾರಿ ಸಚಿವರು, ಸಂಸದರು, ಶಾಸಕರು ಸೇರಿದಂತೆ ಸ್ಥಳೀಯ ಶಾಸಕರು ಸಭೆಯಲ್ಲಿ ಭಾಗವಹಿಸಲಿದ್ದಾರೆ. ಕರ್ನಾಟಕ ರಾಜ್ಯ ಸರ್ಕಾರಿ ನಿವೃತ್ತ ನೌಕರರ ಸಂಘವು ಸ್ಥಾಪನೆಗೊಂಡು ಸುಮಾರು 65 ವರ್ಷಗಳು ಕಳೆದಿವೆ. ನಿವೃತ್ತ ನೌಕರರು ರಾಜ್ಯದ ವಿವಿಧ ಇಲಾಖೆಗಳಲ್ಲಿ ಸುದೀರ್ಘ ಸೇವೆ ಸಲ್ಲಿಸಿ ನಿವೃತ್ತಿ ಹೊಂದಿದ್ದಾರೆ. ರಾಜ್ಯದಲ್ಲಿ ಸುಮಾರು 4.20 ಲಕ್ಷ ನಿವೃತ್ತ ನೌಕರರು, 1 ಲಕ್ಷ ಕುಟುಂಬ ಪಿಂಚಣಿದಾರರಿದ್ದಾರೆ. ನಮಗೆ ಪ್ರಮುಖವಾಗಿ ಆರೋಗ್ಯ ಕಾಪಾಡಿಕೊಳ್ಳುವುದು ಅಷ್ಟೇ ಕರ್ತವ್ಯ. ಇದರ ನಿಟ್ಟಿನಲ್ಲಿ ನಗರ ಲಿಂಕ ಆರೋಗ್ಯ ಭಾಗ್ಯ ಅಂದರೆ, 'ಸಂಧ್ಯಾ ಕಿರಣ' ಯೋಜನೆ ಅನುಷ್ಠಾನಗೊಳಿಸಬೇಕೆಂದು ಸರ್ಕಾರವನ್ನು ಒತ್ತಾಯಿಸಲಾಗಿದೆ. ಕಾರ್ಯಕ್ರಮದಲ್ಲಿ ನಿವೃತ್ತ ನೌಕರರ ಸಂಘದ ಪದಾಧಿಕಾರಿಗಳು ಉಪಸ್ಥಿತರಿದ್ದರು.: [210, 111, 378, 273]
